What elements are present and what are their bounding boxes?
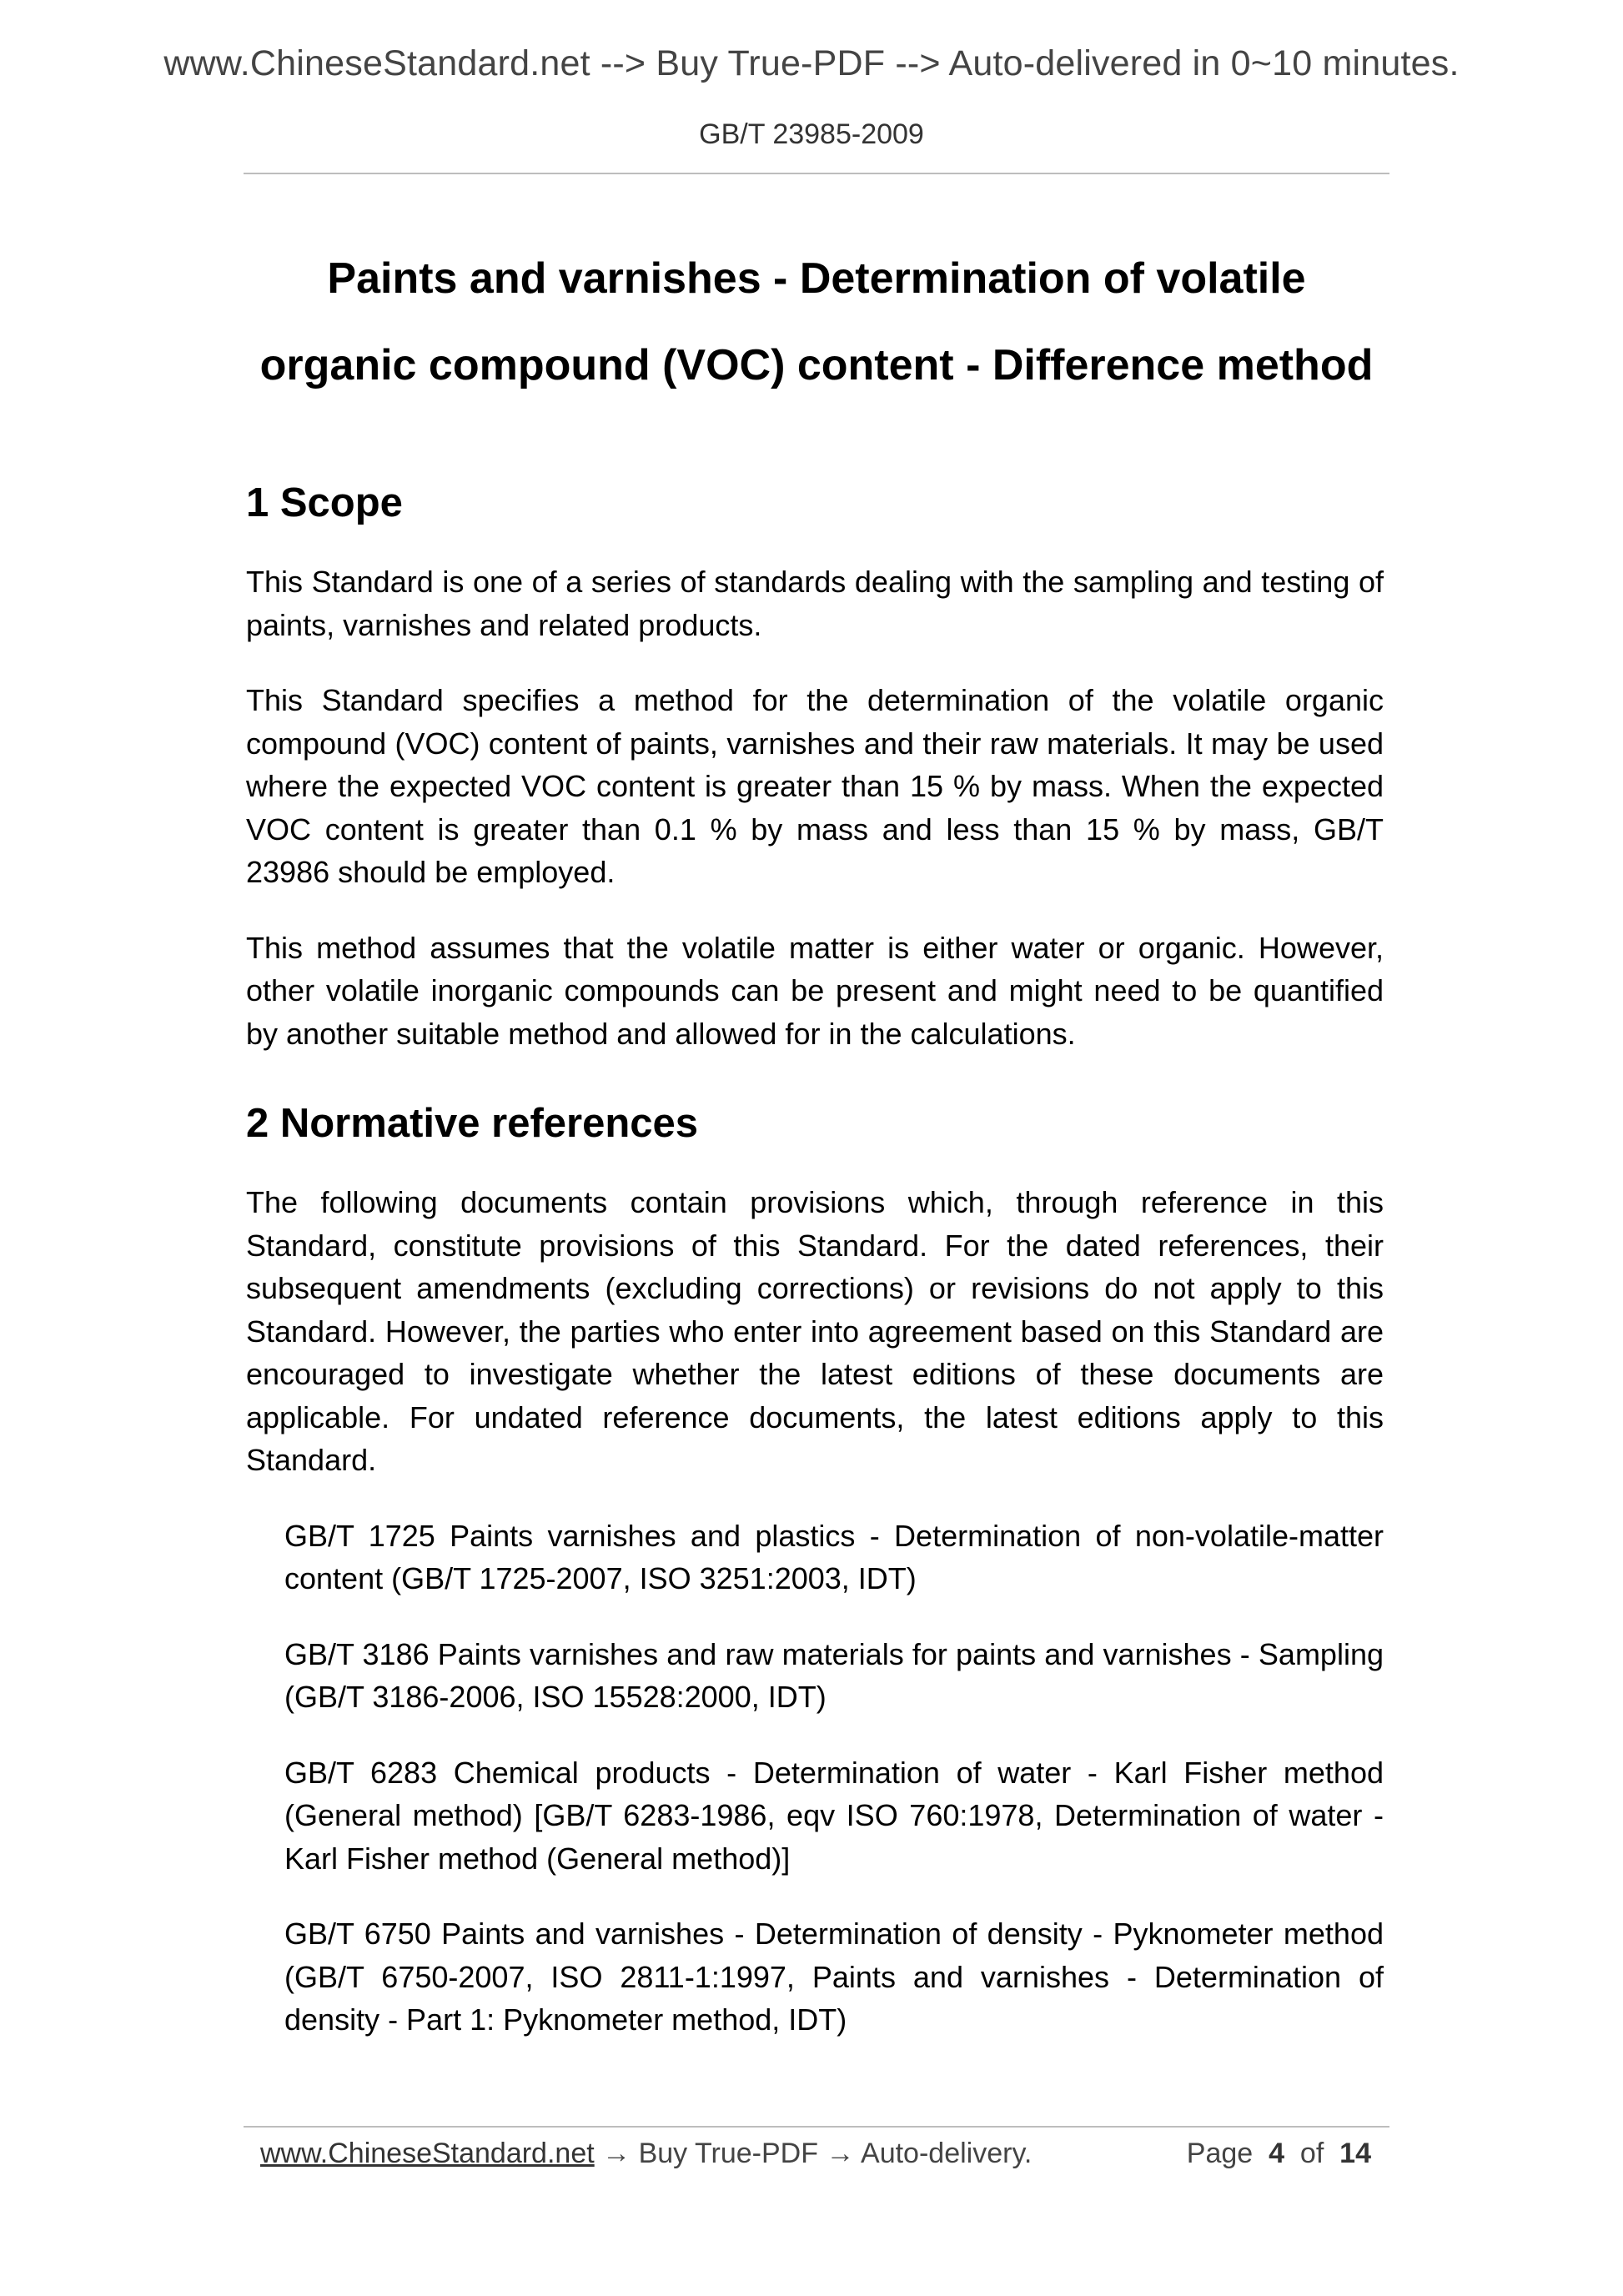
scope-paragraph: This Standard specifies a method for the determination of the volatile organic compound (VOC) content of paints, varnishes and their raw materials. It may be used where the expected VOC content is greater than 15 % by mass. When the expected VOC content is greater than 0.1 % by mass and less than 15 % by mass, GB/T 23986 should be employed.	[246, 683, 1384, 889]
reference-item: GB/T 3186 Paints varnishes and raw materials for paints and varnishes - Sampling (GB/T 3186-2006, ISO 15528:2000, IDT)	[284, 1636, 1384, 1714]
document-body	[246, 467, 1384, 2074]
footer-links	[260, 2128, 1032, 2178]
arrow-right-icon: →	[826, 2138, 855, 2169]
page-total: 14	[1339, 2138, 1371, 2169]
standard-code: GB/T 23985-2009	[699, 118, 924, 150]
page-label: Page	[1186, 2138, 1254, 2169]
scope-paragraph: This Standard is one of a series of standards dealing with the sampling and testing of paints, varnishes and related products.	[246, 565, 1384, 642]
reference-item: GB/T 6750 Paints and varnishes - Determination of density - Pyknometer method (GB/T 6750-2007, ISO 2811-1:1997, Paints and varnishes - Determination of density - Part 1: Pyknometer method, IDT)	[284, 1917, 1384, 2037]
reference-list	[284, 1515, 1384, 2042]
header-banner: www.ChineseStandard.net --> Buy True-PDF --> Auto-delivered in 0~10 minutes.	[163, 43, 1460, 83]
arrow-right-icon: →	[602, 2138, 631, 2169]
footer-divider	[244, 2126, 1389, 2128]
title-line-2: organic compound (VOC) content - Difference method	[259, 341, 1374, 389]
section-heading-scope: 1 Scope	[246, 480, 403, 525]
normative-references-intro: The following documents contain provisions which, through reference in this Standard, constitute provisions of this Standard. For the dated references, their subsequent amendments (excluding corrections) or revisions do not apply to this Standard. However, the parties who enter into agreement based on this Standard are encouraged to investigate whether the latest editions of these documents are applicable. For undated reference documents, the latest editions apply to this Standard.	[246, 1185, 1384, 1477]
reference-item: GB/T 6283 Chemical products - Determination of water - Karl Fisher method (General method) [GB/T 6283-1986, eqv ISO 760:1978, Determination of water - Karl Fisher method (General method)]	[284, 1755, 1384, 1876]
page-indicator	[1187, 2128, 1371, 2178]
header-divider	[244, 173, 1389, 174]
footer-delivery-text: Auto-delivery.	[861, 2138, 1033, 2169]
document-title	[244, 235, 1389, 409]
page-footer	[244, 2128, 1389, 2178]
footer-buy-link: Buy True-PDF	[638, 2138, 818, 2169]
footer-site-link[interactable]: www.ChineseStandard.net	[260, 2138, 595, 2169]
section-heading-normative-references: 2 Normative references	[246, 1101, 699, 1146]
scope-paragraph: This method assumes that the volatile matter is either water or organic. However, other volatile inorganic compounds can be present and might need to be quantified by another suitable method and allowed for in the calculations.	[246, 930, 1384, 1051]
of-label: of	[1299, 2138, 1324, 2169]
title-line-1: Paints and varnishes - Determination of volatile	[327, 254, 1306, 303]
reference-item: GB/T 1725 Paints varnishes and plastics - Determination of non-volatile-matter content (GB/T 1725-2007, ISO 3251:2003, IDT)	[284, 1518, 1384, 1595]
page-number: 4	[1269, 2138, 1284, 2169]
